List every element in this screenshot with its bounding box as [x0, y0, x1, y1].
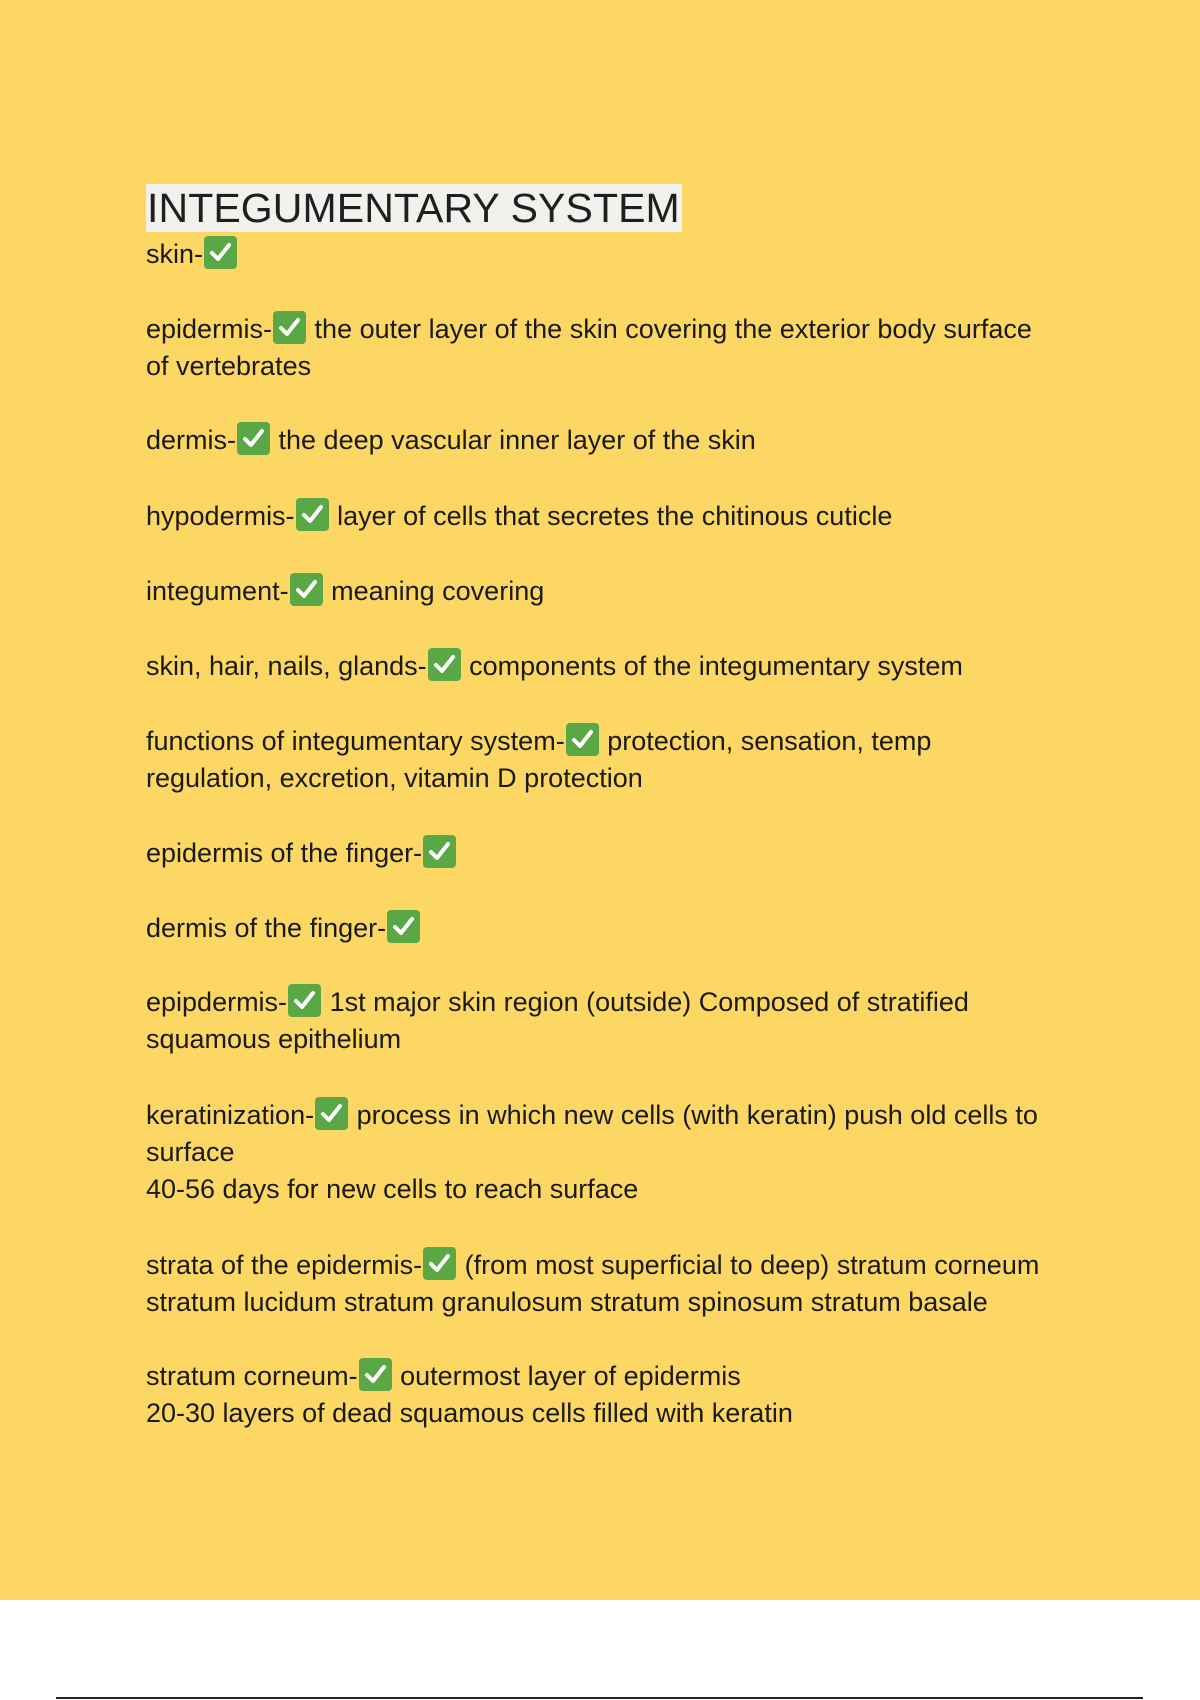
- check-mark-icon: [428, 648, 461, 681]
- page-title: INTEGUMENTARY SYSTEM: [147, 185, 680, 231]
- entry-definition: 20-30 layers of dead squamous cells filled with keratin: [146, 1398, 793, 1428]
- check-mark-icon: [288, 984, 321, 1017]
- entry-definition: meaning covering: [323, 576, 545, 606]
- entry-epidermis: [146, 311, 1086, 385]
- entry-skin: [146, 236, 1086, 273]
- check-mark-icon: [423, 835, 456, 868]
- entry-keratinization: [146, 1097, 1086, 1208]
- entry-definition: outermost layer of epidermis: [392, 1361, 741, 1391]
- entry-definition: protection, sensation, temp: [599, 726, 932, 756]
- entry-definition: stratum lucidum stratum granulosum stratum spinosum stratum basale: [146, 1287, 988, 1317]
- entry-functions: [146, 723, 1086, 797]
- entry-term: strata of the epidermis-: [146, 1250, 423, 1280]
- entry-term: epidermis of the finger-: [146, 838, 423, 868]
- entry-term: hypodermis-: [146, 501, 295, 531]
- entry-dermis-finger: [146, 910, 1086, 947]
- check-mark-icon: [566, 723, 599, 756]
- entry-integument: [146, 573, 1086, 610]
- entry-hypodermis: [146, 498, 1086, 535]
- entry-term: functions of integumentary system-: [146, 726, 565, 756]
- entry-definition: components of the integumentary system: [461, 651, 963, 681]
- entry-definition: surface: [146, 1137, 235, 1167]
- check-mark-icon: [387, 910, 420, 943]
- entry-definition: regulation, excretion, vitamin D protection: [146, 763, 643, 793]
- entry-term: keratinization-: [146, 1100, 315, 1130]
- entry-term: stratum corneum-: [146, 1361, 358, 1391]
- check-mark-icon: [290, 573, 323, 606]
- entry-epidermis-finger: [146, 835, 1086, 872]
- check-mark-icon: [273, 311, 306, 344]
- entry-term: skin, hair, nails, glands-: [146, 651, 427, 681]
- entry-dermis: [146, 422, 1086, 459]
- entry-definition: of vertebrates: [146, 351, 312, 381]
- entry-definition: 40-56 days for new cells to reach surface: [146, 1174, 639, 1204]
- entry-term: dermis-: [146, 425, 237, 455]
- check-mark-icon: [315, 1097, 348, 1130]
- entry-strata: [146, 1247, 1086, 1321]
- entry-stratum-corneum: [146, 1358, 1086, 1432]
- entry-definition: the outer layer of the skin covering the exterior body surface: [307, 314, 1032, 344]
- check-mark-icon: [237, 422, 270, 455]
- entry-components: [146, 648, 1086, 685]
- entry-term: epidermis-: [146, 314, 273, 344]
- entry-definition: layer of cells that secretes the chitinous cuticle: [329, 501, 893, 531]
- check-mark-icon: [296, 498, 329, 531]
- entry-definition: (from most superficial to deep) stratum corneum: [457, 1250, 1040, 1280]
- entry-term: epipdermis-: [146, 987, 288, 1017]
- check-mark-icon: [359, 1358, 392, 1391]
- entry-epipdermis: [146, 984, 1086, 1058]
- entry-definition: 1st major skin region (outside) Composed of stratified: [322, 987, 969, 1017]
- entry-definition: the deep vascular inner layer of the skin: [271, 425, 756, 455]
- entry-term: integument-: [146, 576, 289, 606]
- entry-definition: process in which new cells (with keratin) push old cells to: [349, 1100, 1038, 1130]
- check-mark-icon: [204, 236, 237, 269]
- entry-definition: squamous epithelium: [146, 1024, 402, 1054]
- check-mark-icon: [423, 1247, 456, 1280]
- entry-term: skin-: [146, 239, 204, 269]
- entry-term: dermis of the finger-: [146, 913, 387, 943]
- page-divider: [56, 1697, 1143, 1699]
